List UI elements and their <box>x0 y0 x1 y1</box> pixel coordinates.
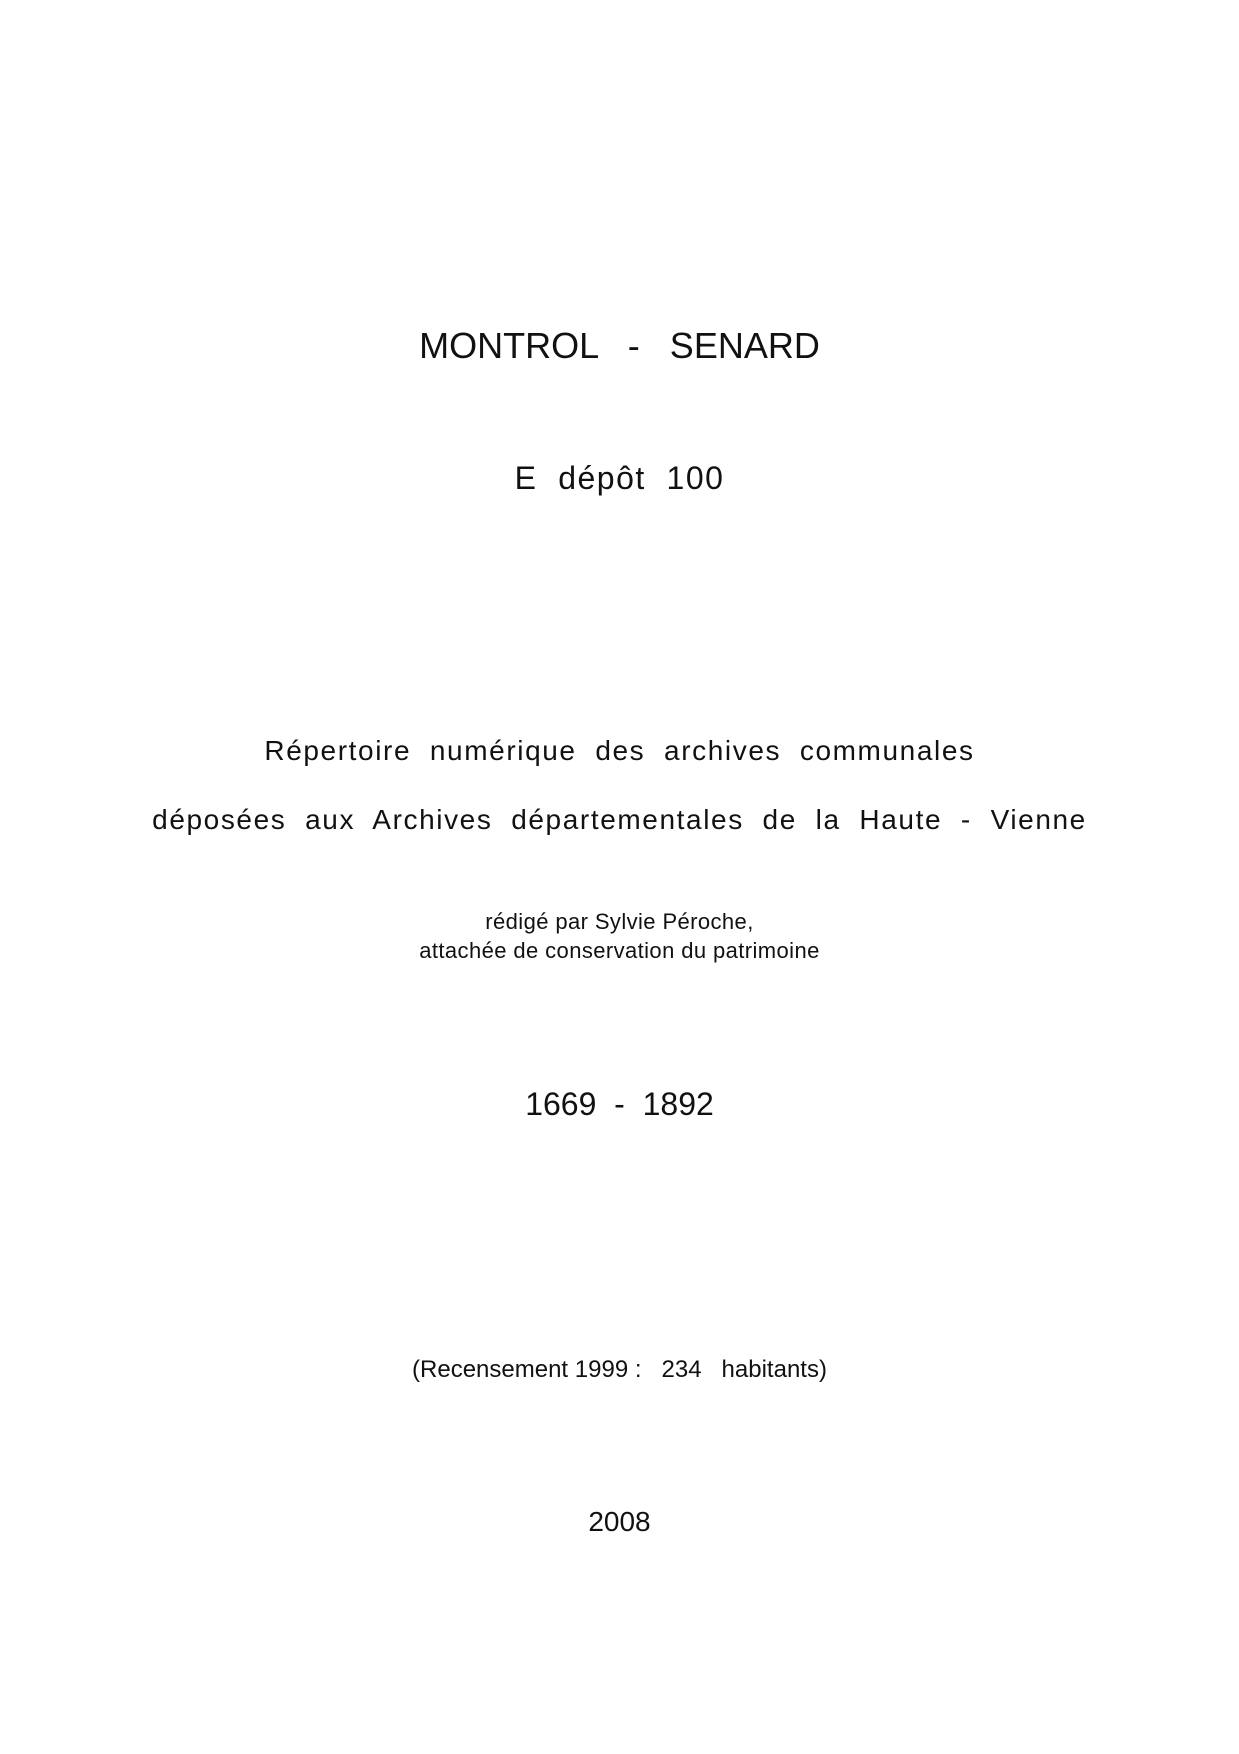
commune-title: MONTROL - SENARD <box>419 325 820 366</box>
census-note: (Recensement 1999 : 234 habitants) <box>412 1356 827 1383</box>
publication-year: 2008 <box>588 1506 651 1537</box>
author-line-1: rédigé par Sylvie Péroche, <box>485 909 754 934</box>
date-range: 1669 - 1892 <box>525 1086 714 1122</box>
author-line-2: attachée de conservation du patrimoine <box>419 938 820 963</box>
repertoire-title-line-1: Répertoire numérique des archives communales <box>264 735 975 766</box>
repertoire-title-line-2: déposées aux Archives départementales de la Haute - Vienne <box>152 804 1087 835</box>
depot-reference: E dépôt 100 <box>514 460 725 496</box>
